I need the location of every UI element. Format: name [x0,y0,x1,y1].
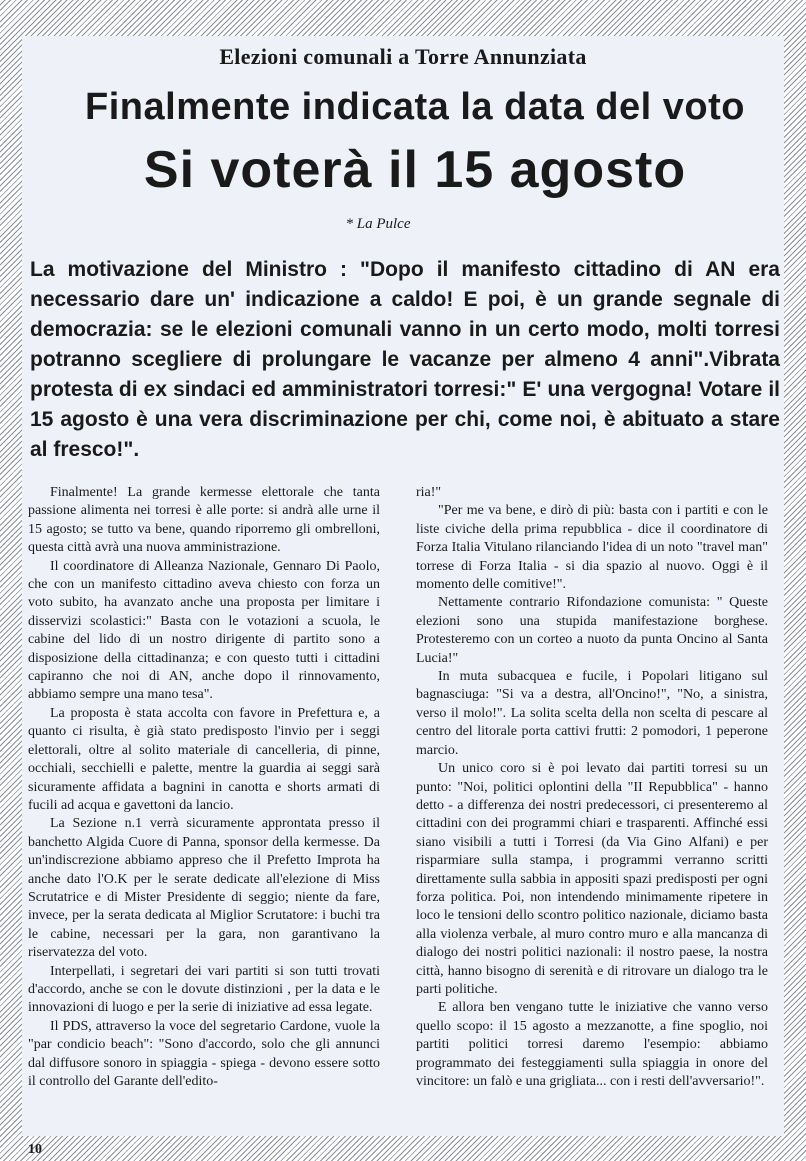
paragraph: "Per me va bene, e dirò di più: basta con i partiti e con le liste civiche della prima repubblica - dice il coordinatore di Forza Italia Vitulano rilanciando l'idea di un noto "travel man" torrese di Forza Italia - si dia spazio al nuovo. Oggi è il momento delle comitive!". [416,503,768,593]
paragraph: Un unico coro si è poi levato dai partiti torresi su un punto: "Noi, politici oplontini della "II Repubblica" - hanno detto - a differenza dei nostri predecessori, ci presenteremo al cittadini con dei programmi chiari e trasparenti. Affinché essi siano visibili a tutti i Torresi (da Via Gino Alfani) e per risparmiare sulla stampa, i programmi verranno scritti direttamente sulla sabbia in appositi spazi predisposti per ogni forza politica. Poi, non intendendo minimamente ripetere in loco le tensioni dello scontro politico nazionale, diciamo basta alla violenza verbale, al muro contro muro e alla mancanza di dialogo dei nostri politici nazionali: il nostro paese, la nostra città, hanno bisogno di serenità e di ritrovare un dialogo tra le parti politiche. [416,761,768,997]
article-lead: La motivazione del Ministro : "Dopo il manifesto cittadino di AN era necessario dare un' indicazione a caldo! E poi, è un grande segnale di democrazia: se le elezioni comunali vanno in un certo modo, molti torresi potranno scegliere di prolungare le vacanze per almeno 4 anni".Vibrata protesta di ex sindaci ed amministratori torresi:" E' una vergogna! Votare il 15 agosto è una vera discriminazione per chi, come noi, è abituato a stare al fresco!". [30,258,780,461]
paragraph: La Sezione n.1 verrà sicuramente approntata presso il banchetto Algida Cuore di Panna, sponsor della kermesse. Da un'indiscrezione abbiamo appreso che il Prefetto Improta ha anche dato l'O.K per le serate dedicate all'elezione di Miss Scrutatrice e di Mister Presidente di seggio; niente da fare, invece, per la serata dedicata al Miglior Scrutatore: i buchi tra le cabine, necessari per la gara, non garantivano la riservatezza del voto. [28,816,380,961]
paragraph: ria!" [416,485,442,500]
article-column-right [416,484,768,1091]
paragraph: Nettamente contrario Rifondazione comunista: " Queste elezioni sono una stupida manifestazione borghese. Protesteremo con un corteo a nuoto da punta Oncino al Santa Lucia!" [416,595,768,666]
paragraph: Il PDS, attraverso la voce del segretario Cardone, vuole la "par condicio beach": "Sono d'accordo, solo che gli annunci dal diffusore sonoro in spiaggia - spiega - devono essere sotto il controllo del Garante dell'edito- [28,1018,380,1089]
paragraph: E allora ben vengano tutte le iniziative che vanno verso quello scopo: il 15 agosto a mezzanotte, a fine spoglio, noi partiti politici torresi daremo l'esempio: abbiamo programmato dei festeggiamenti sulla spiaggia in onore del vincitore: un falò e una grigliata... con i resti dell'avversario!". [416,1000,768,1089]
paragraph: Interpellati, i segretari dei vari partiti si son tutti trovati d'accordo, anche se con le dovute distinzioni , per la data e le innovazioni di luogo e per la serie di iniziative ad essa legate. [28,963,380,1016]
paragraph: La proposta è stata accolta con favore in Prefettura e, a quanto ci risulta, è già stato predisposto l'invio per i seggi elettorali, oltre al solito materiale di cancelleria, di pinne, occhiali, secchielli e palette, mentre la guardia ai seggi sarà sicuramente affidata a bagnini in canotta e shorts armati di fucili ad acqua e gavettoni da lancio. [28,705,380,813]
article-byline: * La Pulce [345,216,411,232]
article-kicker: Elezioni comunali a Torre Annunziata [219,44,587,69]
paragraph: Il coordinatore di Alleanza Nazionale, Gennaro Di Paolo, che con un manifesto cittadino aveva chiesto con forza un voto subito, ha avanzato anche una proposta per limitare i disservizi scolastici:" Basta con le votazioni a scuola, le cabine del lido di un nostro dirigente di partito sono a disposizione della cittadinanza; e con questo tutti i cittadini capiranno che noi di AN, anche dopo il rinnovamento, abbiamo sempre una mano tesa". [28,558,380,703]
article-main-title: Si voterà il 15 agosto [143,141,687,199]
page-number: 10 [28,1142,42,1157]
article-headline: Finalmente indicata la data del voto [85,86,745,128]
article-column-left [28,484,380,1091]
paragraph: Finalmente! La grande kermesse elettorale che tanta passione alimenta nei torresi è alle porte: si andrà alle urne il 15 agosto; se tutto va bene, quando riporremo gli ombrelloni, questa città avrà una nuova amministrazione. [28,485,380,556]
paragraph: In muta subacquea e fucile, i Popolari litigano sul bagnasciuga: "Si va a destra, all'Oncino!", "No, a sinistra, verso il molo!". La solita scelta della non scelta di pescare al centro del litorale porta cattivi frutti: 2 pomodori, 1 peperone marcio. [416,669,768,758]
